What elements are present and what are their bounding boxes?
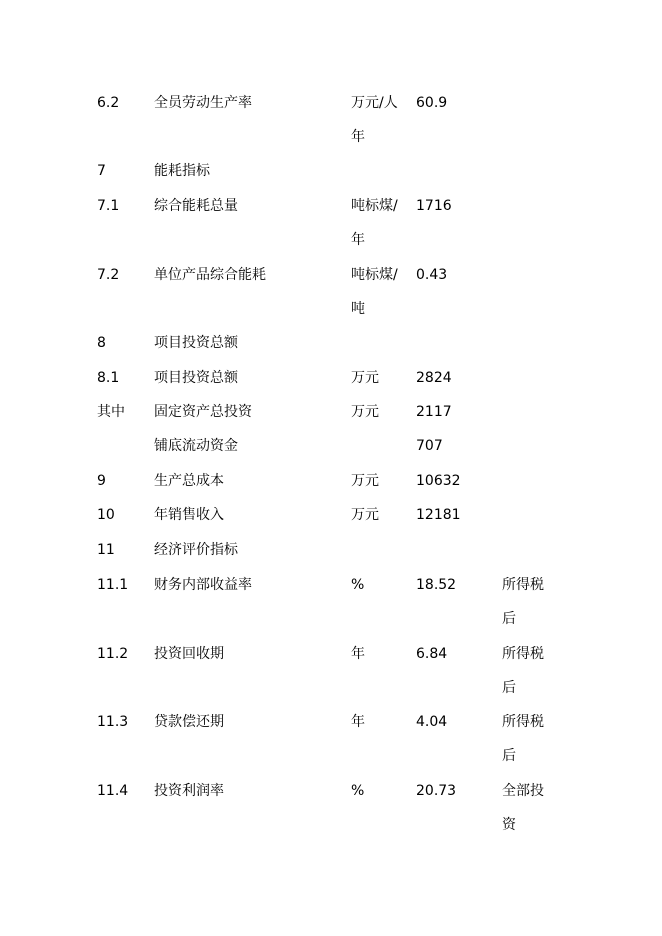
item-value: 18.52 [416, 577, 457, 593]
item-value: 4.04 [416, 714, 448, 730]
item-name: 能耗指标 [154, 163, 210, 179]
item-name: 经济评价指标 [154, 542, 238, 558]
item-name: 项目投资总额 [154, 335, 238, 351]
item-number: 11 [97, 542, 115, 558]
item-unit: 年 [351, 646, 365, 662]
item-unit: 吨标煤/年 [351, 198, 398, 248]
table-row [0, 637, 662, 701]
item-unit: 万元 [351, 404, 379, 420]
item-note: 所得税后 [502, 646, 544, 696]
item-unit: 万元 [351, 507, 379, 523]
table-row [0, 258, 662, 322]
table-row [0, 86, 662, 150]
item-value: 6.84 [416, 646, 448, 662]
item-name: 贷款偿还期 [154, 714, 224, 730]
item-unit: 万元/人年 [351, 95, 398, 145]
item-value: 0.43 [416, 267, 448, 283]
item-name: 全员劳动生产率 [154, 95, 252, 111]
item-number: 8.1 [97, 370, 120, 386]
item-number: 7.2 [97, 267, 120, 283]
item-name: 生产总成本 [154, 473, 224, 489]
item-value: 2824 [416, 370, 452, 386]
item-note: 所得税后 [502, 577, 544, 627]
item-value: 12181 [416, 507, 461, 523]
item-name: 铺底流动资金 [154, 438, 238, 454]
item-unit: 万元 [351, 370, 379, 386]
item-unit: 年 [351, 714, 365, 730]
item-note: 全部投资 [502, 783, 544, 833]
item-number: 11.1 [97, 577, 129, 593]
item-note: 所得税后 [502, 714, 544, 764]
item-value: 2117 [416, 404, 452, 420]
item-name: 单位产品综合能耗 [154, 267, 266, 283]
table-row [0, 774, 662, 838]
item-unit: % [351, 577, 365, 593]
table-row [0, 705, 662, 769]
item-number: 9 [97, 473, 106, 489]
item-value: 10632 [416, 473, 461, 489]
item-value: 60.9 [416, 95, 448, 111]
table-row [0, 189, 662, 253]
item-name: 投资回收期 [154, 646, 224, 662]
item-value: 1716 [416, 198, 452, 214]
item-number: 8 [97, 335, 106, 351]
item-value: 707 [416, 438, 443, 454]
table-row [0, 568, 662, 632]
item-name: 项目投资总额 [154, 370, 238, 386]
item-unit: 万元 [351, 473, 379, 489]
item-name: 固定资产总投资 [154, 404, 252, 420]
item-unit: % [351, 783, 365, 799]
item-unit: 吨标煤/吨 [351, 267, 398, 317]
item-number: 7.1 [97, 198, 120, 214]
item-number: 7 [97, 163, 106, 179]
item-number: 11.2 [97, 646, 129, 662]
item-number: 6.2 [97, 95, 120, 111]
item-value: 20.73 [416, 783, 457, 799]
item-number: 10 [97, 507, 115, 523]
item-number: 其中 [97, 404, 125, 420]
item-number: 11.4 [97, 783, 129, 799]
item-number: 11.3 [97, 714, 129, 730]
item-name: 投资利润率 [154, 783, 224, 799]
item-name: 综合能耗总量 [154, 198, 238, 214]
item-name: 年销售收入 [154, 507, 224, 523]
item-name: 财务内部收益率 [154, 577, 252, 593]
